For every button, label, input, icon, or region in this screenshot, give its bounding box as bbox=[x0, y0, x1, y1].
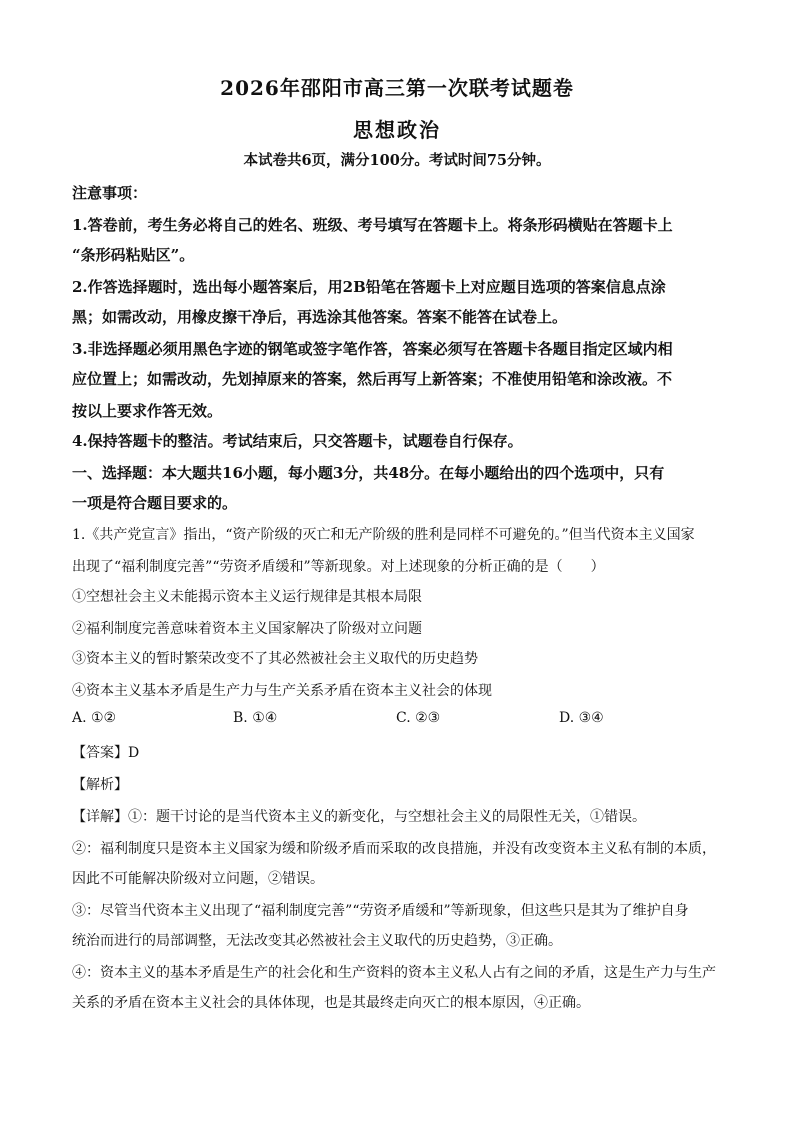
analysis-line: ②：福利制度只是资本主义国家为缓和阶级矛盾而采取的改良措施，并没有改变资本主义私有制的本质， bbox=[72, 841, 716, 857]
exam-info: 本试卷共6页，满分100分。考试时间75分钟。 bbox=[243, 152, 551, 169]
option-a: A. ①② bbox=[72, 710, 117, 726]
notice-line: 4.保持答题卡的整洁。考试结束后，只交答题卡，试题卷自行保存。 bbox=[72, 432, 523, 450]
notice-line: 应位置上；如需改动，先划掉原来的答案，然后再写上新答案；不准使用铅笔和涂改液。不 bbox=[72, 370, 673, 388]
option-c: C. ②③ bbox=[396, 710, 441, 726]
subject-title: 思想政治 bbox=[353, 118, 441, 142]
answer-tag: 【答案】 bbox=[72, 745, 128, 761]
notice-line: 2.作答选择题时，选出每小题答案后，用2B铅笔在答题卡上对应题目选项的答案信息点涂 bbox=[72, 278, 666, 296]
analysis-line: 统治而进行的局部调整，无法改变其必然被社会主义取代的历史趋势，③正确。 bbox=[72, 933, 562, 949]
analysis-line: ③：尽管当代资本主义出现了“福利制度完善”“劳资矛盾缓和”等新现象，但这些只是其为了维护自身 bbox=[72, 903, 689, 919]
statement-item: ③资本主义的暂时繁荣改变不了其必然被社会主义取代的历史趋势 bbox=[72, 651, 478, 667]
option-b: B. ①④ bbox=[233, 710, 278, 726]
statement-item: ④资本主义基本矛盾是生产力与生产关系矛盾在资本主义社会的体现 bbox=[72, 683, 492, 699]
exam-title: 2026年邵阳市高三第一次联考试题卷 bbox=[220, 76, 574, 100]
section-heading-cont: 一项是符合题目要求的。 bbox=[72, 494, 238, 512]
section-heading: 一、选择题：本大题共16小题，每小题3分，共48分。在每小题给出的四个选项中，只有 bbox=[72, 464, 665, 482]
notice-line: 按以上要求作答无效。 bbox=[72, 402, 223, 420]
notice-line: 黑；如需改动，用橡皮擦干净后，再选涂其他答案。答案不能答在试卷上。 bbox=[72, 308, 568, 326]
notice-line: 3.非选择题必须用黑色字迹的钢笔或签字笔作答，答案必须写在答题卡各题目指定区域内相 bbox=[72, 340, 673, 358]
option-d: D. ③④ bbox=[559, 710, 604, 726]
statement-item: ②福利制度完善意味着资本主义国家解决了阶级对立问题 bbox=[72, 621, 422, 637]
analysis-line: 【详解】①：题干讨论的是当代资本主义的新变化，与空想社会主义的局限性无关，①错误。 bbox=[72, 809, 646, 825]
answer-value: D bbox=[128, 745, 140, 761]
statement-item: ①空想社会主义未能揭示资本主义运行规律是其根本局限 bbox=[72, 589, 422, 605]
analysis-line: ④：资本主义的基本矛盾是生产的社会化和生产资料的资本主义私人占有之间的矛盾，这是生产力与生产 bbox=[72, 965, 716, 981]
analysis-tag: 【解析】 bbox=[72, 777, 128, 793]
answer-line bbox=[72, 742, 724, 762]
question-stem: 出现了“福利制度完善”“劳资矛盾缓和”等新现象。对上述现象的分析正确的是（ ） bbox=[72, 559, 605, 575]
analysis-line: 关系的矛盾在资本主义社会的具体体现，也是其最终走向灭亡的根本原因，④正确。 bbox=[72, 995, 590, 1011]
notice-heading: 注意事项： bbox=[72, 184, 148, 202]
question-stem: 1.《共产党宣言》指出，“资产阶级的灭亡和无产阶级的胜利是同样不可避免的。”但当代资本主义国家 bbox=[72, 527, 695, 543]
notice-line: “条形码粘贴区”。 bbox=[72, 246, 195, 264]
options-row bbox=[72, 710, 724, 734]
analysis-line: 因此不可能解决阶级对立问题，②错误。 bbox=[72, 871, 324, 887]
notice-line: 1.答卷前，考生务必将自己的姓名、班级、考号填写在答题卡上。将条形码横贴在答题卡上 bbox=[72, 216, 673, 234]
